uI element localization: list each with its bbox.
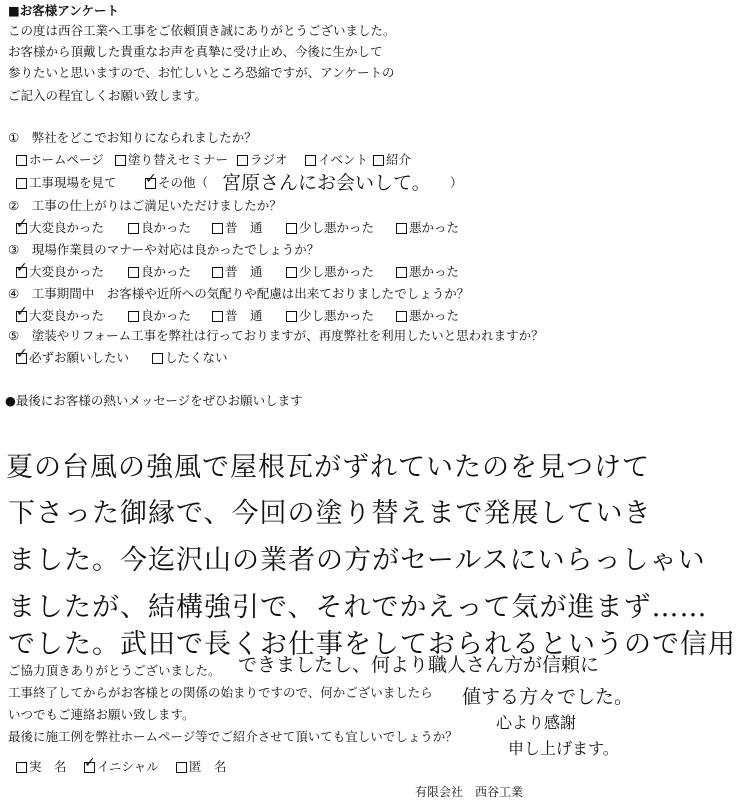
message-line-5: でした。武田で長くお仕事をしておられるというので信用 [8, 629, 736, 660]
message-line-2: 下さった御縁で、今回の塗り替えまで発展していき [8, 498, 652, 529]
q3-label: ③ 現場作業員のマナーや対応は良かったでしょうか？ [8, 242, 320, 257]
q3-option-5[interactable]: 悪かった [396, 265, 459, 279]
q2-label: ② 工事の仕上がりはご満足いただけましたか？ [8, 198, 282, 213]
message-side-line-3: 心より感謝 [496, 713, 577, 732]
q2-option-1[interactable]: ✓ 大変良かった [16, 221, 104, 235]
q1-close-paren: ） [450, 175, 463, 190]
q3-option-4[interactable]: 少し悪かった [286, 265, 374, 279]
q4-option-3[interactable]: 普 通 [212, 309, 263, 323]
checkbox[interactable] [212, 311, 223, 322]
checkbox[interactable] [115, 155, 126, 166]
message-label: ●最後にお客様の熱いメッセージをぜひお願いします [5, 393, 303, 408]
checkbox[interactable] [16, 155, 27, 166]
message-side-line-4: 申し上げます。 [508, 739, 619, 758]
q4-option-5[interactable]: 悪かった [396, 309, 459, 323]
checkbox[interactable] [16, 178, 27, 189]
q2-option-5[interactable]: 悪かった [396, 221, 459, 235]
q1-label: ① 弊社をどこでお知りになられましたか？ [8, 130, 257, 145]
checkbox-checked[interactable] [16, 267, 27, 278]
q3-option-2[interactable]: 良かった [128, 265, 191, 279]
q1-option-referral[interactable]: 紹介 [373, 153, 411, 167]
checkbox[interactable] [286, 267, 297, 278]
message-line-3: ました。今迄沢山の業者の方がセールスにいらっしゃい [8, 545, 706, 576]
q2-option-2[interactable]: 良かった [128, 221, 191, 235]
q4-option-1[interactable]: ✓ 大変良かった [16, 309, 104, 323]
checkbox[interactable] [16, 762, 27, 773]
q5-option-no[interactable]: したくない [152, 351, 228, 365]
closing-line-2: 工事終了してからがお客様との関係の始まりですので、何かございましたら [8, 685, 433, 700]
checkbox[interactable] [128, 223, 139, 234]
checkbox-checked[interactable] [16, 311, 27, 322]
closing-option-realname[interactable]: 実 名 [16, 760, 67, 774]
checkbox-checked[interactable] [84, 762, 95, 773]
q1-option-other[interactable]: ✓ その他（ [145, 176, 208, 190]
checkbox[interactable] [373, 155, 384, 166]
intro-line-2: お客様から頂戴した貴重なお声を真摯に受け止め、今後に生かして [8, 44, 383, 59]
intro-line-4: ご記入の程宜しくお願い致します。 [8, 88, 208, 103]
q5-option-yes[interactable]: ✓ 必ずお願いしたい [16, 351, 129, 365]
checkbox[interactable] [286, 311, 297, 322]
q1-option-seminar[interactable]: 塗り替えセミナー [115, 153, 228, 167]
checkbox-checked[interactable] [16, 223, 27, 234]
message-line-4: ましたが、結構強引で、それでかえって気が進まず…… [8, 592, 708, 623]
checkbox[interactable] [286, 223, 297, 234]
closing-line-4: 最後に施工例を弊社ホームページ等でご紹介させて頂いても宜しいでしょうか？ [8, 729, 458, 744]
q4-label: ④ 工事期間中 お客様や近所への気配りや配慮は出来ておりましたでしょうか？ [8, 286, 470, 301]
closing-option-anonymous[interactable]: 匿 名 [176, 760, 227, 774]
checkbox[interactable] [176, 762, 187, 773]
message-line-1: 夏の台風の強風で屋根瓦がずれていたのを見つけて [6, 452, 650, 483]
q1-option-radio[interactable]: ラジオ [237, 153, 288, 167]
checkbox[interactable] [212, 267, 223, 278]
checkbox-checked[interactable] [16, 353, 27, 364]
checkbox[interactable] [212, 223, 223, 234]
q1-option-site[interactable]: 工事現場を見て [16, 176, 117, 190]
q4-option-2[interactable]: 良かった [128, 309, 191, 323]
company-name: 有限会社 西谷工業 [415, 785, 524, 799]
q1-option-event[interactable]: イベント [305, 153, 368, 167]
closing-line-1: ご協力頂きありがとうございました。 [8, 663, 221, 678]
checkbox[interactable] [396, 311, 407, 322]
survey-title: ■お客様アンケート [8, 3, 120, 18]
q4-option-4[interactable]: 少し悪かった [286, 309, 374, 323]
checkbox[interactable] [128, 311, 139, 322]
checkbox[interactable] [237, 155, 248, 166]
checkbox[interactable] [396, 223, 407, 234]
message-side-line-1: できましたし、何より職人さん方が信頼に [238, 654, 600, 676]
q2-option-4[interactable]: 少し悪かった [286, 221, 374, 235]
intro-line-3: 参りたいと思いますので、お忙しいところ恐縮ですが、アンケートの [8, 65, 395, 80]
message-side-line-2: 値する方々でした。 [462, 686, 634, 708]
checkbox-checked[interactable] [145, 178, 156, 189]
intro-line-1: この度は西谷工業へ工事をご依頼頂き誠にありがとうございました。 [8, 23, 396, 38]
checkbox[interactable] [305, 155, 316, 166]
q2-option-3[interactable]: 普 通 [212, 221, 263, 235]
closing-option-initials[interactable]: ✓ イニシャル [84, 760, 159, 774]
q3-option-3[interactable]: 普 通 [212, 265, 263, 279]
checkbox[interactable] [396, 267, 407, 278]
q1-option-homepage[interactable]: ホームページ [16, 153, 104, 167]
q1-other-handwritten: 宮原さんにお会いして。 [222, 172, 431, 194]
checkbox[interactable] [152, 353, 163, 364]
q5-label: ⑤ 塗装やリフォーム工事を弊社は行っておりますが、再度弊社を利用したいと思われますか？ [8, 328, 544, 343]
q3-option-1[interactable]: ✓ 大変良かった [16, 265, 104, 279]
closing-line-3: いつでもご連絡お願い致します。 [8, 707, 195, 722]
checkbox[interactable] [128, 267, 139, 278]
